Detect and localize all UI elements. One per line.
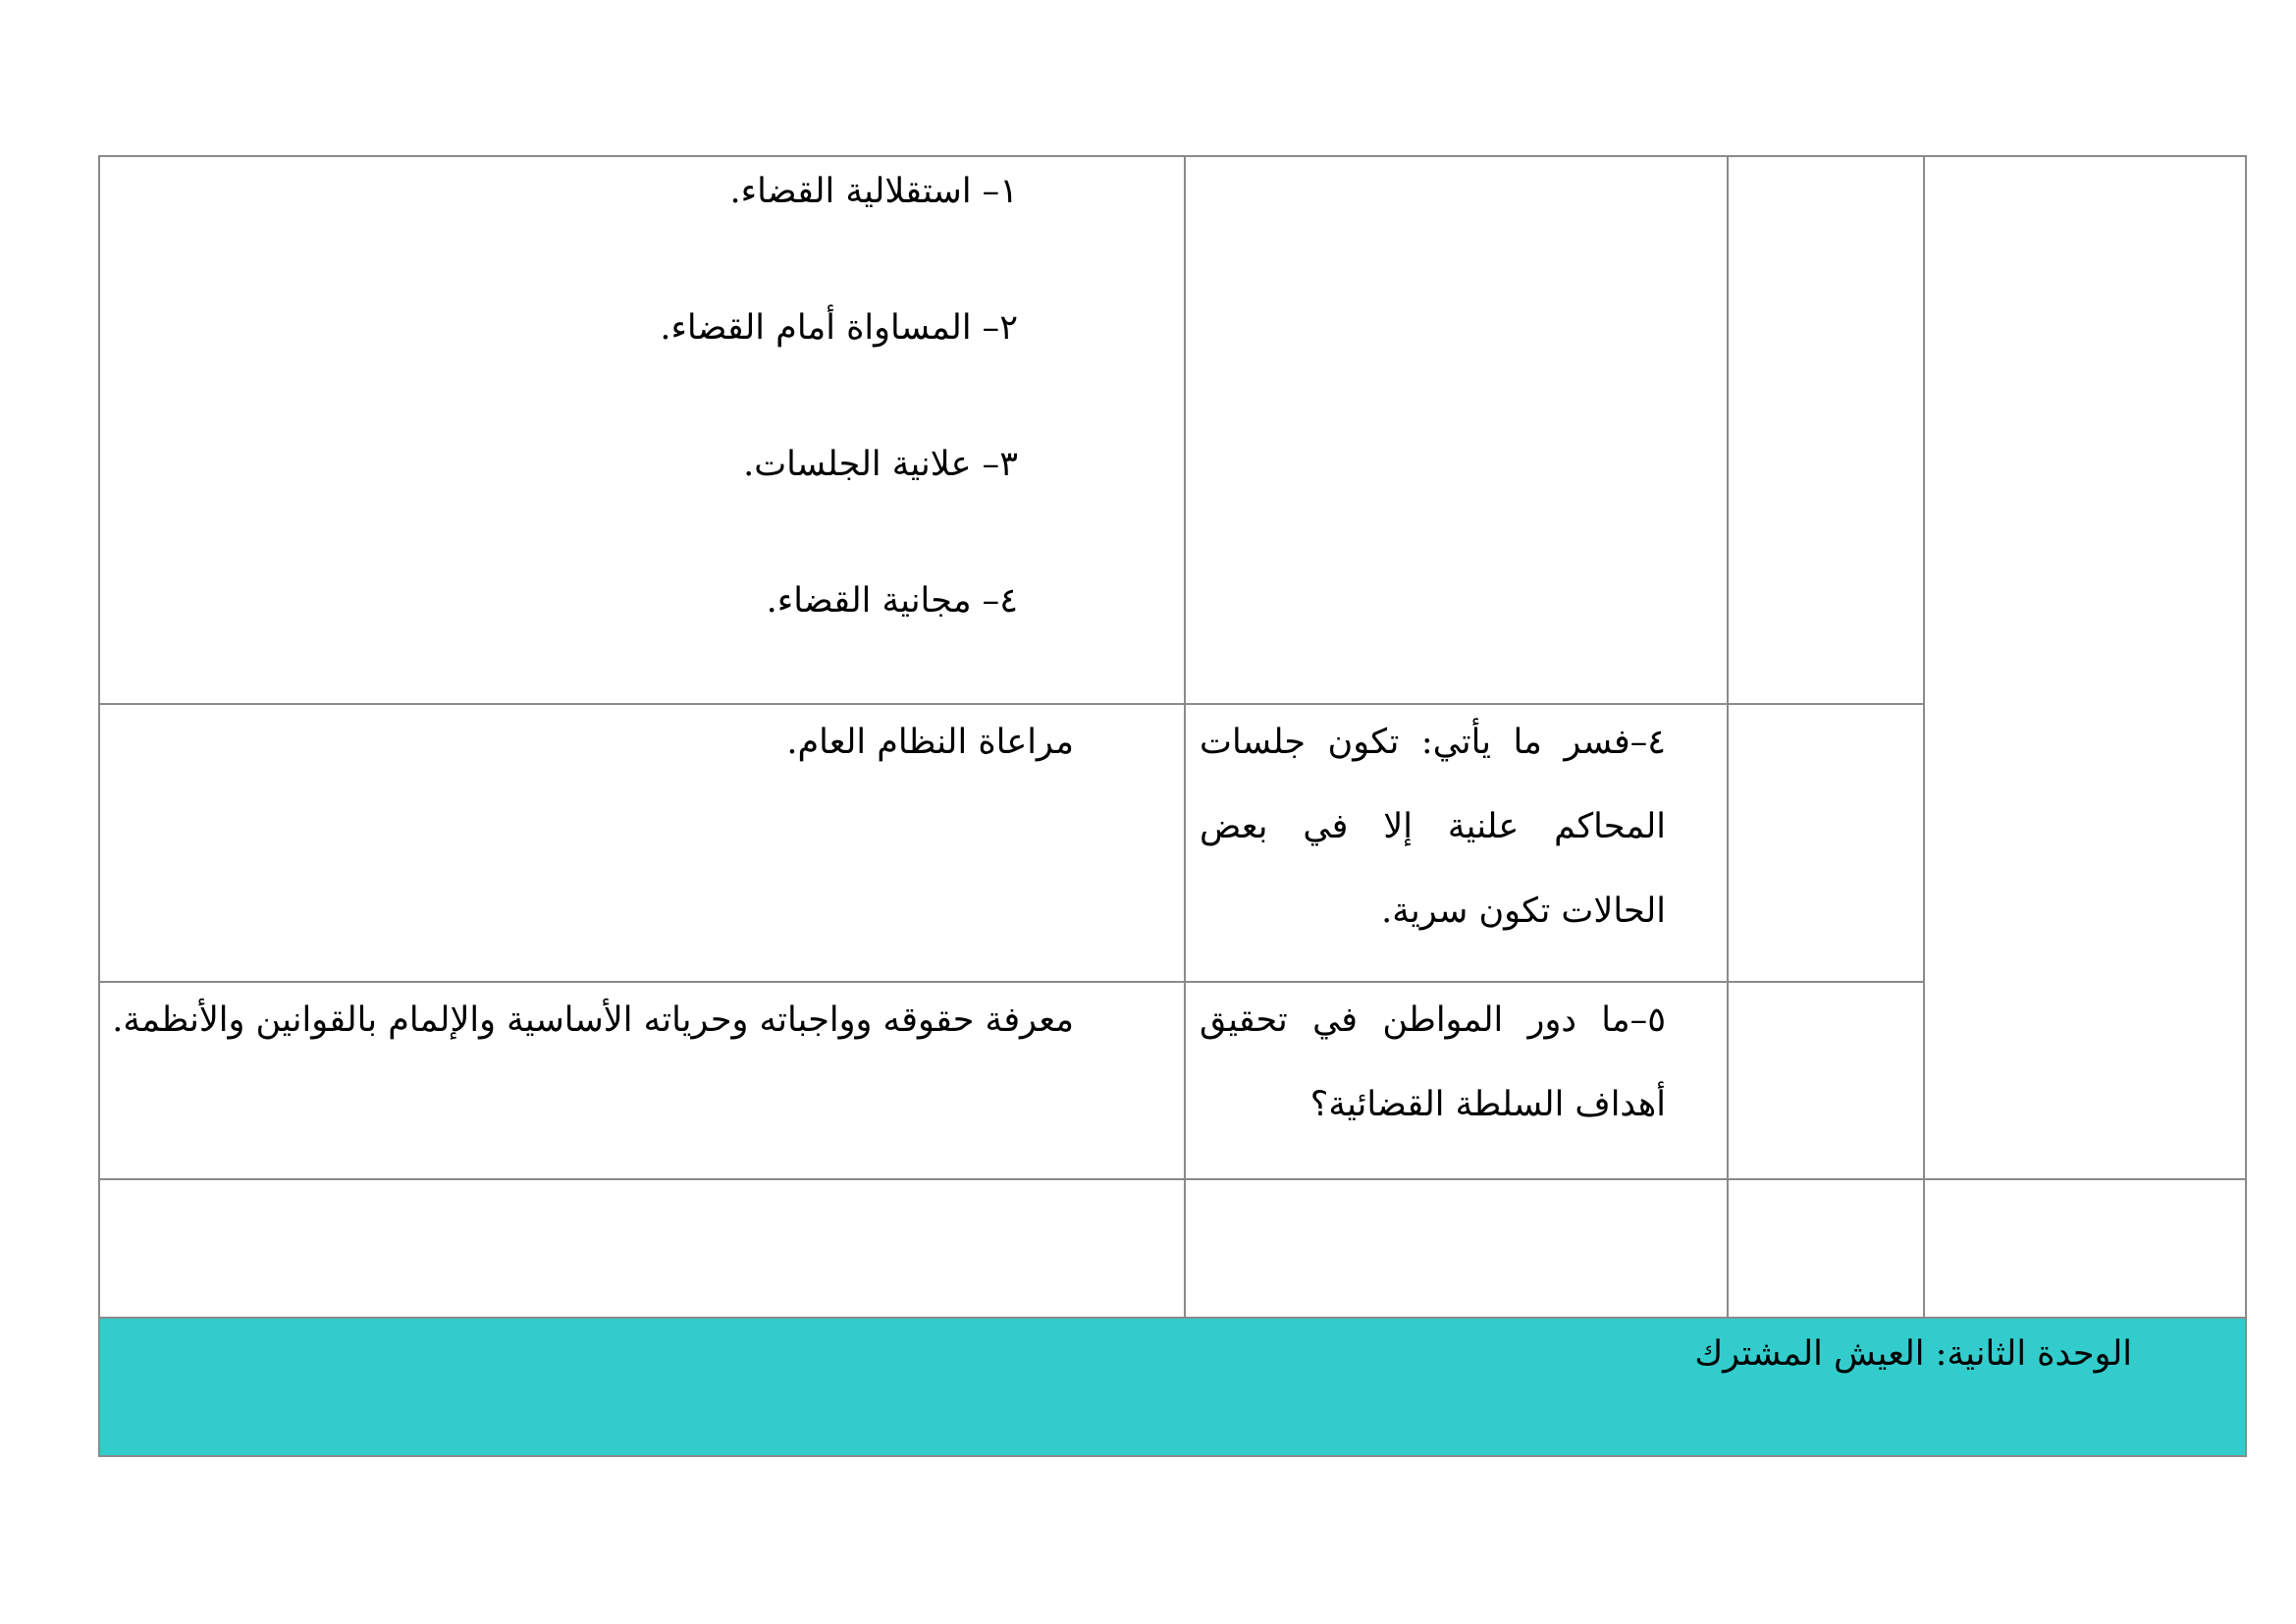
column-divider-answer (1184, 155, 1186, 1318)
answer-item-2: ٢– المساواة أمام القضاء. (660, 308, 1018, 348)
column-divider-mark (1923, 155, 1925, 1318)
question-4: ٤–فسر ما يأتي: تكون جلسات المحاكم علنية إلا في بعض الحالات تكون سرية. (1200, 723, 1666, 931)
answer-item-3: ٣– علانية الجلسات. (743, 445, 1018, 484)
table-border-bottom (98, 1455, 2247, 1457)
row-divider-4 (98, 1317, 2247, 1319)
answer-row-3: معرفة حقوقه وواجباته وحرياته الأساسية والإلمام بالقوانين والأنظمة. (112, 1001, 1074, 1040)
column-divider-question (1727, 155, 1729, 1318)
unit-heading: الوحدة الثانية: العيش المشترك (1694, 1334, 2132, 1374)
question-5: ٥–ما دور المواطن في تحقيق أهداف السلطة القضائية؟ (1200, 1001, 1666, 1124)
table-border-right (2245, 155, 2247, 1457)
answer-row-2: مراعاة النظام العام. (786, 723, 1074, 762)
row-divider-3 (98, 1178, 2247, 1180)
answer-item-4: ٤– مجانية القضاء. (766, 581, 1018, 621)
answer-item-1: ١– استقلالية القضاء. (729, 172, 1018, 211)
table-border-left (98, 155, 100, 1457)
